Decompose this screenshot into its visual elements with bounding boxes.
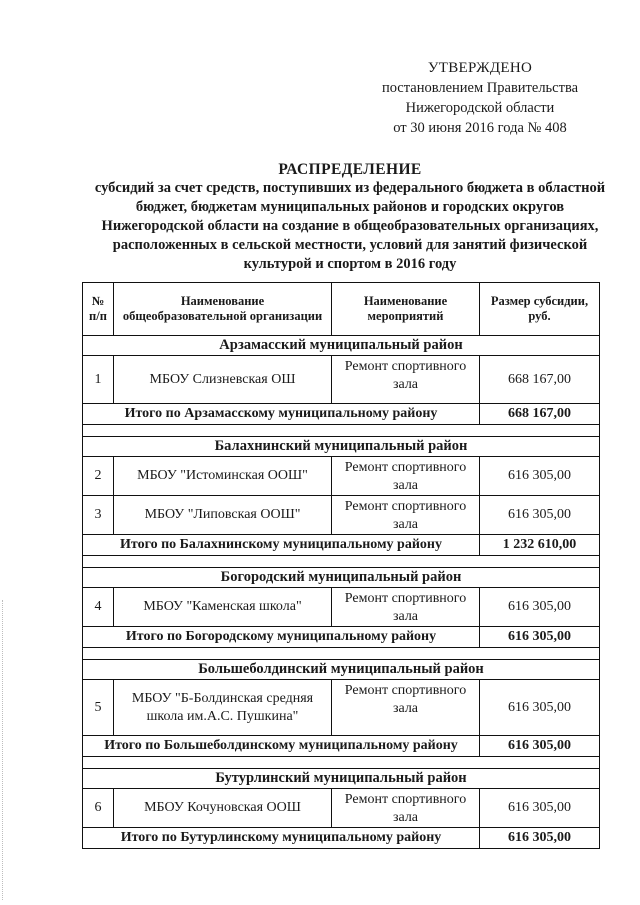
row-amount: 616 305,00	[480, 789, 600, 828]
total-row	[83, 627, 600, 648]
table-row	[83, 457, 600, 496]
total-amount: 1 232 610,00	[480, 535, 600, 556]
district-row	[83, 769, 600, 789]
total-row	[83, 736, 600, 757]
row-event: Ремонт спортивного зала	[332, 789, 480, 828]
scan-margin-mark	[2, 600, 6, 900]
total-label: Итого по Богородскому муниципальному району	[83, 627, 480, 648]
document-subtitle: субсидий за счет средств, поступивших из федерального бюджета в областной бюджет, бюджетам муниципальных районов и городских округов Нижегородской области на создание в общеобразовательных организациях, расположенных в сельской местности, условий для занятий физической культурой и спортом в 2016 году	[94, 180, 606, 272]
row-event: Ремонт спортивного зала	[332, 496, 480, 535]
header-org: Наименование общеобразовательной организации	[114, 283, 332, 336]
row-num: 1	[83, 356, 114, 404]
row-event: Ремонт спортивного зала	[332, 680, 480, 736]
table-row	[83, 680, 600, 736]
spacer-row	[83, 425, 600, 437]
row-org: МБОУ "Каменская школа"	[114, 588, 332, 627]
header-num: № п/п	[83, 283, 114, 336]
subsidy-table	[82, 282, 600, 849]
total-row	[83, 828, 600, 849]
row-amount: 616 305,00	[480, 588, 600, 627]
district-row	[83, 437, 600, 457]
district-row	[83, 336, 600, 356]
row-event: Ремонт спортивного зала	[332, 457, 480, 496]
row-amount: 668 167,00	[480, 356, 600, 404]
row-amount: 616 305,00	[480, 496, 600, 535]
approval-line-2: Нижегородской области	[405, 100, 555, 116]
header-event: Наименование мероприятий	[332, 283, 480, 336]
total-label: Итого по Арзамасскому муниципальному району	[83, 404, 480, 425]
table-row	[83, 789, 600, 828]
district-name: Богородский муниципальный район	[83, 568, 600, 588]
total-amount: 668 167,00	[480, 404, 600, 425]
district-name: Балахнинский муниципальный район	[83, 437, 600, 457]
total-label: Итого по Бутурлинскому муниципальному району	[83, 828, 480, 849]
total-row	[83, 404, 600, 425]
document-heading	[85, 160, 615, 274]
total-amount: 616 305,00	[480, 627, 600, 648]
district-name: Большеболдинский муниципальный район	[83, 660, 600, 680]
total-amount: 616 305,00	[480, 736, 600, 757]
total-label: Итого по Балахнинскому муниципальному району	[83, 535, 480, 556]
spacer-row	[83, 757, 600, 769]
table-row	[83, 496, 600, 535]
spacer-row	[83, 648, 600, 660]
district-name: Арзамасский муниципальный район	[83, 336, 600, 356]
district-row	[83, 568, 600, 588]
total-amount: 616 305,00	[480, 828, 600, 849]
approval-title: УТВЕРЖДЕНО	[427, 60, 533, 76]
table-row	[83, 588, 600, 627]
district-name: Бутурлинский муниципальный район	[83, 769, 600, 789]
approval-line-1: постановлением Правительства	[381, 80, 579, 96]
row-event: Ремонт спортивного зала	[332, 356, 480, 404]
district-row	[83, 660, 600, 680]
row-org: МБОУ "Б-Болдинская средняя школа им.А.С. Пушкина"	[114, 680, 332, 736]
table-header-row	[83, 283, 600, 336]
table-row	[83, 356, 600, 404]
total-row	[83, 535, 600, 556]
row-num: 2	[83, 457, 114, 496]
row-num: 3	[83, 496, 114, 535]
row-org: МБОУ Кочуновская ООШ	[114, 789, 332, 828]
row-event: Ремонт спортивного зала	[332, 588, 480, 627]
document-title: РАСПРЕДЕЛЕНИЕ	[278, 161, 422, 178]
header-amount: Размер субсидии, руб.	[480, 283, 600, 336]
row-org: МБОУ "Липовская ООШ"	[114, 496, 332, 535]
spacer-row	[83, 556, 600, 568]
row-num: 6	[83, 789, 114, 828]
row-amount: 616 305,00	[480, 457, 600, 496]
approval-stamp	[355, 58, 605, 138]
row-amount: 616 305,00	[480, 680, 600, 736]
row-num: 4	[83, 588, 114, 627]
row-org: МБОУ Слизневская ОШ	[114, 356, 332, 404]
approval-line-3: от 30 июня 2016 года № 408	[393, 120, 567, 136]
row-num: 5	[83, 680, 114, 736]
total-label: Итого по Большеболдинскому муниципальному району	[83, 736, 480, 757]
row-org: МБОУ "Истоминская ООШ"	[114, 457, 332, 496]
